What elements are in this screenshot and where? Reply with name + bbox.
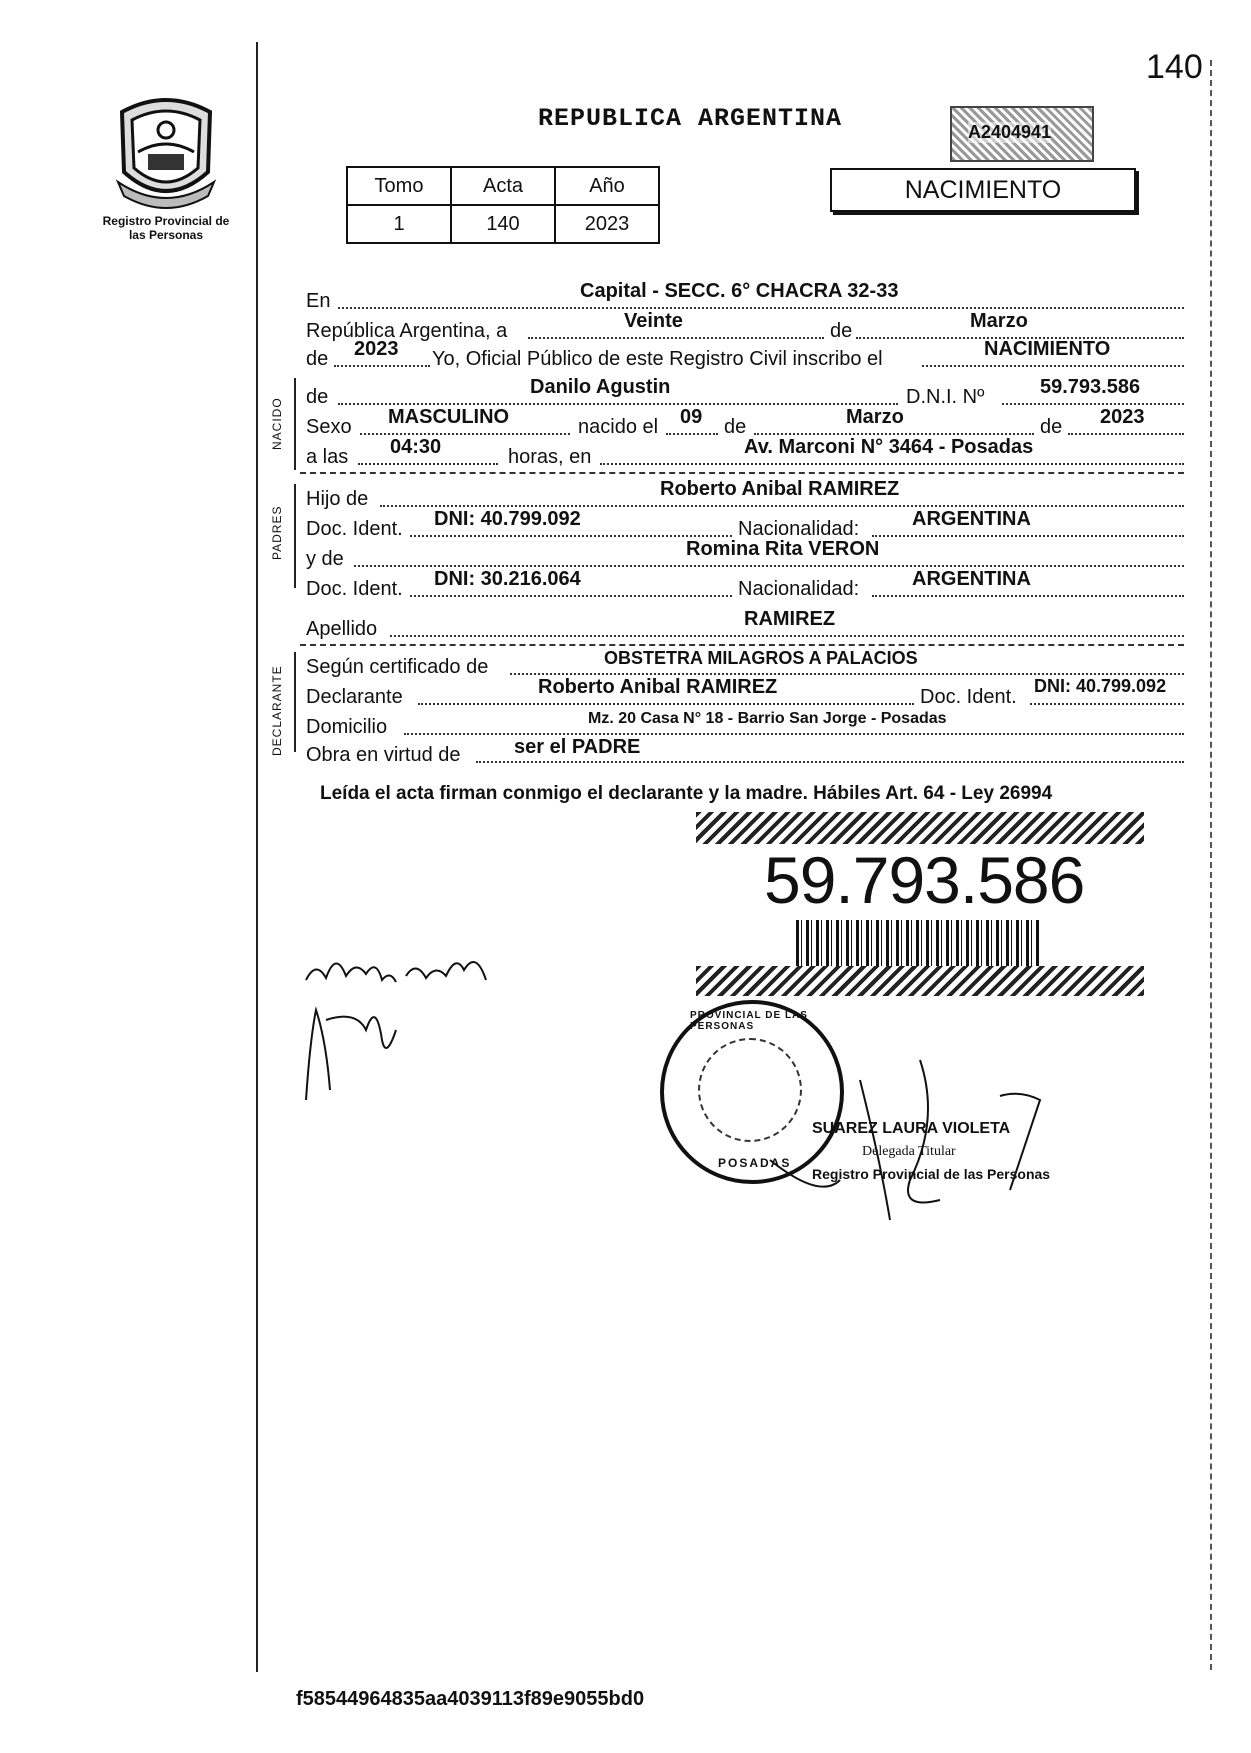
table-header-acta: Acta [451, 167, 555, 205]
value-apellido: RAMIREZ [744, 608, 836, 630]
value-nac-anio: 2023 [1100, 406, 1145, 428]
dotted-line [872, 595, 1184, 597]
dotted-line [404, 733, 1184, 735]
label-de: de [830, 320, 853, 342]
value-anio: 2023 [354, 338, 399, 360]
security-stamp [950, 106, 1094, 162]
dotted-line [1068, 433, 1184, 435]
label-republica: República Argentina, a [306, 320, 508, 342]
dotted-line [666, 433, 718, 435]
label-en: En [306, 290, 331, 312]
page-number: 140 [1146, 48, 1203, 86]
dotted-line [476, 761, 1184, 763]
dotted-line [410, 595, 732, 597]
label-hijo-de: Hijo de [306, 488, 369, 510]
value-padre-doc: DNI: 40.799.092 [434, 508, 581, 530]
value-certificado: OBSTETRA MILAGROS A PALACIOS [604, 648, 918, 668]
table-cell-anio: 2023 [555, 205, 659, 243]
label-nacido-el: nacido el [578, 416, 659, 438]
label-nacionalidad: Nacionalidad: [738, 578, 860, 600]
dotted-line [410, 535, 732, 537]
value-declarante: Roberto Anibal RAMIREZ [538, 676, 778, 698]
label-doc-ident: Doc. Ident. [306, 518, 403, 540]
stamp-ring-top: PROVINCIAL DE LAS PERSONAS [690, 1010, 808, 1032]
label-de: de [306, 386, 329, 408]
value-madre-nac: ARGENTINA [912, 568, 1031, 590]
record-type: NACIMIENTO [904, 176, 1062, 204]
dotted-line [528, 337, 824, 339]
value-madre-doc: DNI: 30.216.064 [434, 568, 581, 590]
label-doc-ident: Doc. Ident. [306, 578, 403, 600]
dotted-line [338, 307, 1184, 309]
sticker-pattern-bottom [696, 966, 1144, 996]
stamp-ring-bottom: POSADAS [718, 1156, 792, 1170]
side-label-nacido: NACIDO [270, 397, 284, 450]
value-padre: Roberto Anibal RAMIREZ [660, 478, 900, 500]
label-nacionalidad: Nacionalidad: [738, 518, 860, 540]
label-declarante: Declarante [306, 686, 403, 708]
table-header-tomo: Tomo [347, 167, 451, 205]
section-rule-nacido [294, 378, 296, 470]
dotted-line [338, 403, 898, 405]
value-declarante-doc: DNI: 40.799.092 [1034, 676, 1167, 696]
section-divider [300, 644, 1184, 646]
label-doc-ident: Doc. Ident. [920, 686, 1017, 708]
dotted-line [1002, 403, 1184, 405]
dotted-line [754, 433, 1034, 435]
document-hash: f58544964835aa4039113f89e9055bd0 [296, 1688, 645, 1710]
dotted-line [380, 505, 1184, 507]
dotted-line [358, 463, 498, 465]
dotted-line [510, 673, 1184, 675]
stamp-code: A2404941 [968, 122, 1052, 142]
value-dia-letras: Veinte [624, 310, 683, 332]
seal-caption: Registro Provincial de las Personas [102, 214, 230, 242]
label-sexo: Sexo [306, 416, 352, 438]
label-segun: Según certificado de [306, 656, 489, 678]
dotted-line [600, 463, 1184, 465]
dotted-line [354, 565, 1184, 567]
dotted-line [418, 703, 914, 705]
label-horas-en: horas, en [508, 446, 592, 468]
dni-sticker [696, 812, 1144, 996]
signatory-org: Registro Provincial de las Personas [812, 1166, 1051, 1182]
label-a-las: a las [306, 446, 349, 468]
left-margin-rule [256, 42, 258, 1672]
value-nac-mes: Marzo [846, 406, 904, 428]
value-nombre: Danilo Agustin [530, 376, 671, 398]
value-dni: 59.793.586 [1040, 376, 1141, 398]
table-header-anio: Año [555, 167, 659, 205]
sticker-dni-number: 59.793.586 [764, 843, 1085, 917]
right-margin-rule [1210, 60, 1212, 1670]
value-obra: ser el PADRE [514, 736, 641, 758]
signatory-role: Delegada Titular [862, 1144, 956, 1159]
value-sexo: MASCULINO [388, 406, 510, 428]
side-label-declarante: DECLARANTE [270, 665, 284, 756]
table-cell-tomo: 1 [347, 205, 451, 243]
label-obra: Obra en virtud de [306, 744, 461, 766]
value-hora: 04:30 [390, 436, 442, 458]
table-row [347, 205, 659, 243]
section-divider [300, 472, 1184, 474]
dotted-line [334, 365, 430, 367]
table-cell-acta: 140 [451, 205, 555, 243]
value-mes: Marzo [970, 310, 1028, 332]
label-de: de [1040, 416, 1063, 438]
value-nac-dia: 09 [680, 406, 703, 428]
label-dni: D.N.I. Nº [906, 386, 985, 408]
signatory-name: SUAREZ LAURA VIOLETA [812, 1120, 1011, 1137]
record-type-box [830, 168, 1136, 212]
value-lugar-nac: Av. Marconi N° 3464 - Posadas [744, 436, 1034, 458]
value-madre: Romina Rita VERON [686, 538, 880, 560]
table-header-row [347, 167, 659, 205]
label-de: de [306, 348, 329, 370]
label-apellido: Apellido [306, 618, 378, 640]
seal-emblem-icon [108, 92, 224, 212]
dotted-line [872, 535, 1184, 537]
official-signature [760, 1040, 1070, 1230]
province-seal [108, 92, 224, 217]
section-rule-padres [294, 484, 296, 588]
value-lugar: Capital - SECC. 6° CHACRA 32-33 [580, 280, 899, 302]
dotted-line [922, 365, 1184, 367]
label-de: de [724, 416, 747, 438]
side-label-padres: PADRES [270, 505, 284, 560]
value-domicilio: Mz. 20 Casa N° 18 - Barrio San Jorge - Posadas [588, 710, 947, 727]
sticker-pattern-top [696, 812, 1144, 844]
handwritten-signatures [286, 940, 546, 1120]
book-table [346, 166, 660, 244]
barcode [796, 920, 1040, 966]
label-y-de: y de [306, 548, 344, 570]
closing-statement: Leída el acta firman conmigo el declarante y la madre. Hábiles Art. 64 - Ley 26994 [320, 783, 1053, 804]
value-acto: NACIMIENTO [984, 338, 1111, 360]
label-yo-oficial: Yo, Oficial Público de este Registro Civil inscribo el [432, 348, 883, 370]
dotted-line [360, 433, 570, 435]
dotted-line [390, 635, 1184, 637]
page-title: REPUBLICA ARGENTINA [538, 104, 843, 133]
value-padre-nac: ARGENTINA [912, 508, 1031, 530]
section-rule-declarante [294, 652, 296, 752]
dotted-line [1030, 703, 1184, 705]
label-domicilio: Domicilio [306, 716, 388, 738]
